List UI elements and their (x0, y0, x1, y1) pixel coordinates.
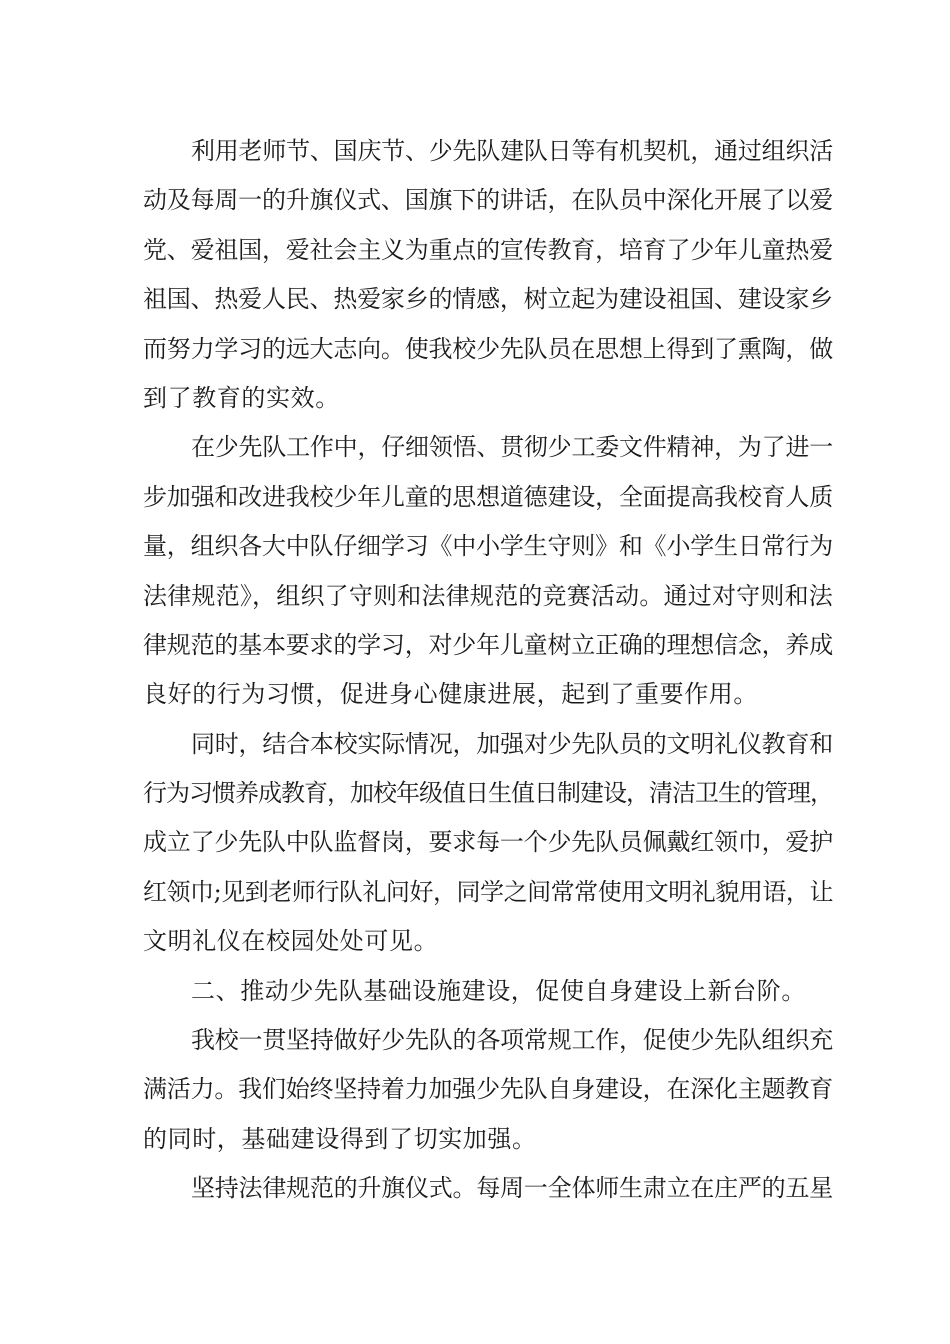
text-line: 到了教育的实效。 (143, 383, 340, 412)
text-line: 红领巾;见到老师行队礼问好，同学之间常常使用文明礼貌用语，让 (143, 877, 833, 906)
text-line: 二、推动少先队基础设施建设，促使自身建设上新台阶。 (191, 976, 806, 1005)
text-line: 党、爱祖国，爱社会主义为重点的宣传教育，培育了少年儿童热爱 (143, 235, 833, 264)
text-line: 律规范的基本要求的学习，对少年儿童树立正确的理想信念，养成 (143, 630, 833, 659)
text-line: 在少先队工作中，仔细领悟、贯彻少工委文件精神，为了进一 (191, 433, 833, 462)
text-line: 文明礼仪在校园处处可见。 (143, 927, 439, 956)
text-line: 的同时，基础建设得到了切实加强。 (143, 1124, 537, 1153)
text-line: 量，组织各大中队仔细学习《中小学生守则》和《小学生日常行为 (143, 532, 833, 561)
text-line: 良好的行为习惯，促进身心健康进展，起到了重要作用。 (143, 680, 758, 709)
text-line: 成立了少先队中队监督岗，要求每一个少先队员佩戴红领巾，爱护 (143, 828, 833, 857)
text-line: 而努力学习的远大志向。使我校少先队员在思想上得到了熏陶，做 (143, 334, 833, 363)
text-line: 坚持法律规范的升旗仪式。每周一全体师生肃立在庄严的五星 (191, 1174, 833, 1203)
text-line: 满活力。我们始终坚持着力加强少先队自身建设，在深化主题教育 (143, 1075, 833, 1104)
text-line: 利用老师节、国庆节、少先队建队日等有机契机，通过组织活 (191, 137, 833, 165)
text-line: 行为习惯养成教育，加校年级值日生值日制建设，清洁卫生的管理， (143, 779, 833, 808)
body-text (143, 127, 833, 1214)
text-line: 步加强和改进我校少年儿童的思想道德建设，全面提高我校育人质 (143, 482, 833, 511)
text-line: 动及每周一的升旗仪式、国旗下的讲话，在队员中深化开展了以爱 (143, 186, 833, 215)
text-line: 同时，结合本校实际情况，加强对少先队员的文明礼仪教育和 (191, 729, 833, 758)
text-line: 法律规范》，组织了守则和法律规范的竞赛活动。通过对守则和法 (143, 581, 833, 610)
text-line: 我校一贯坚持做好少先队的各项常规工作，促使少先队组织充 (191, 1026, 833, 1055)
text-line: 祖国、热爱人民、热爱家乡的情感，树立起为建设祖国、建设家乡 (143, 285, 833, 314)
